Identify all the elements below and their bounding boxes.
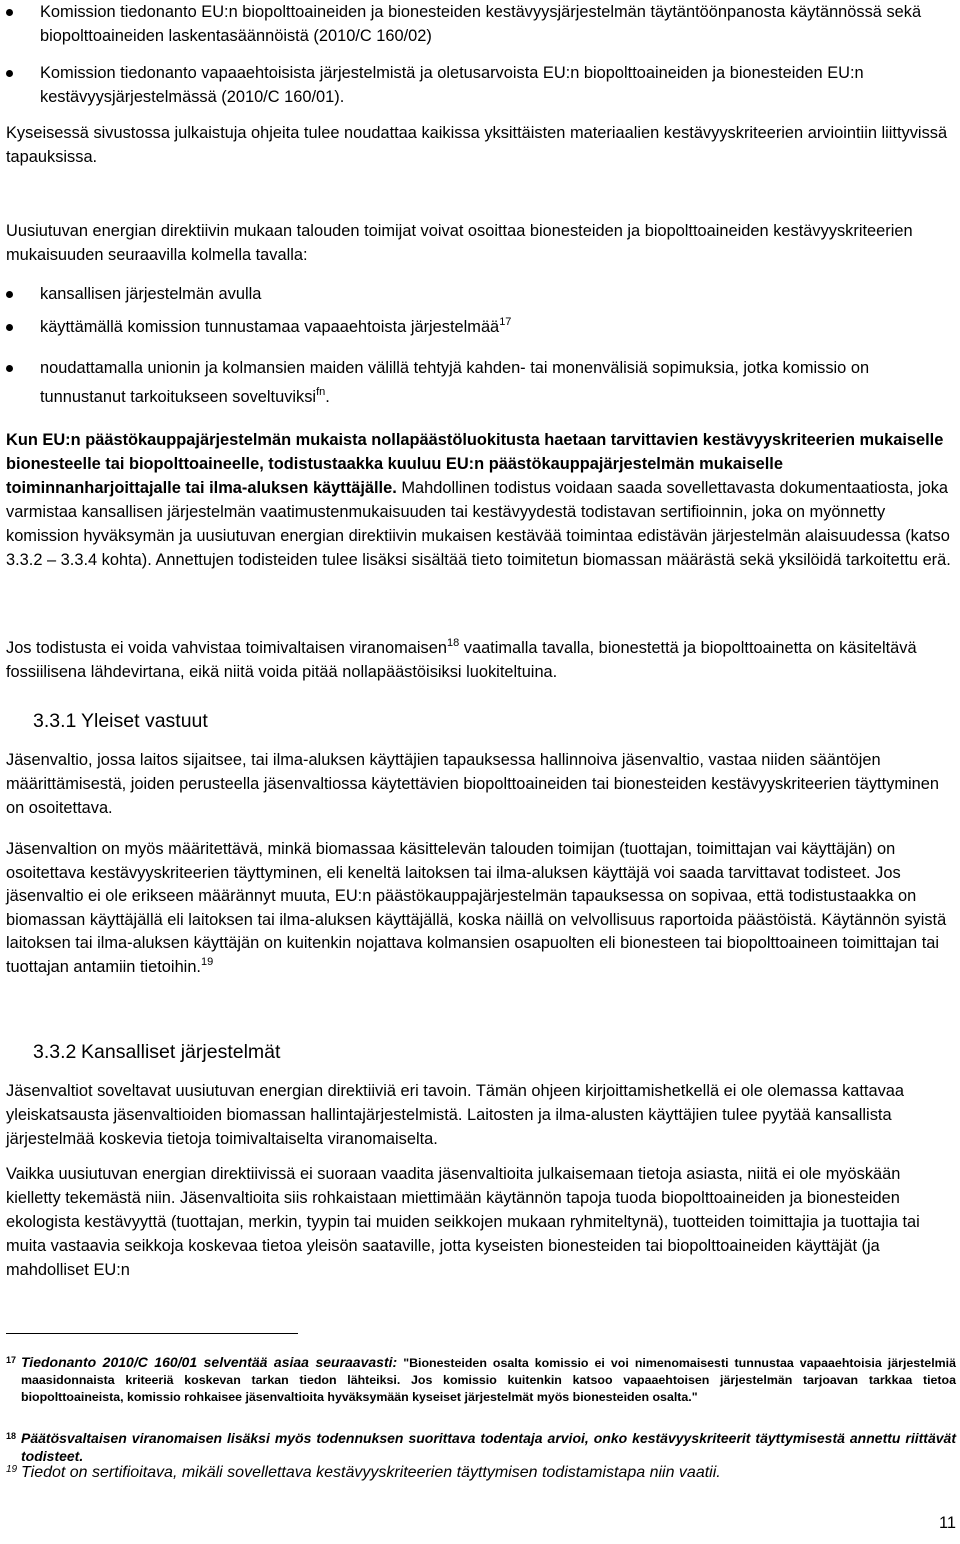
list-item — [6, 0, 956, 48]
footnote-text: "Bionesteiden osalta komissio ei voi nimenomaisesti tunnustaa vapaaehtoisia järjestelmiä maasidonnaista kriteeriä koskevan tarkan tiedon lähteiksi. Jos komissio kuitenkin katsoo vapaaehtoisen järjestelmän tarjoavan tarkkaa tietoa biopolttoaineista, komissio rohkaisee jäsenvaltioita hyväksymään kyseiset järjestelmät myös bionesteiden osalta." — [21, 1356, 956, 1404]
list-item — [6, 315, 956, 339]
section-heading — [33, 708, 208, 734]
paragraph-text: Jos todistusta ei voida vahvistaa toimivaltaisen viranomaisen — [6, 639, 447, 657]
bullet-icon — [6, 70, 13, 77]
paragraph-text: Kyseisessä sivustossa julkaistuja ohjeita tulee noudattaa kaikissa yksittäisten materiaalien kestävyyskriteerien arviointiin liittyvissä tapauksissa. — [6, 124, 948, 166]
footnote-ref[interactable]: fn — [316, 386, 326, 398]
page-number: 11 — [938, 1514, 956, 1532]
footnote-mark: 19 — [6, 1464, 18, 1475]
footnote-ref[interactable]: 19 — [201, 955, 214, 968]
paragraph — [6, 748, 956, 820]
paragraph — [6, 1162, 956, 1282]
paragraph-text: Uusiutuvan energian direktiivin mukaan talouden toimijat voivat osoittaa bionesteiden ja biopolttoaineiden kestävyyskriteerien mukaisuuden seuraavilla kolmella tavalla: — [6, 222, 913, 264]
bold-text: Kun EU:n päästökauppajärjestelmän mukaista nollapäästöluokitusta haetaan tarvittavien kestävyyskriteerien mukaiselle bionesteelle tai biopolttoaineelle, todistustaakka kuuluu EU:n päästökauppajärjestelmän mukaiselle toiminnanharjoittajalle tai ilma-aluksen käyttäjälle. — [6, 431, 944, 497]
footnote — [6, 1430, 956, 1466]
bullet-end: . — [325, 388, 330, 406]
paragraph — [6, 838, 956, 979]
bullet-text: Komission tiedonanto EU:n biopolttoaineiden ja bionesteiden kestävyysjärjestelmän täytäntöönpanosta käytännössä sekä biopolttoaineiden laskentasäännöistä (2010/C 160/02) — [40, 3, 922, 45]
paragraph — [6, 121, 956, 169]
bullet-text: kansallisen järjestelmän avulla — [40, 285, 262, 303]
section-title: Yleiset vastuut — [81, 710, 208, 732]
list-item — [6, 354, 956, 412]
section-title: Kansalliset järjestelmät — [81, 1041, 281, 1063]
list-item — [6, 61, 956, 109]
footnote-mark: 18 — [6, 1431, 17, 1441]
footnote-mark: 17 — [6, 1355, 17, 1365]
bullet-icon — [6, 365, 13, 372]
paragraph-text: Jäsenvaltiot soveltavat uusiutuvan energian direktiiviä eri tavoin. Tämän ohjeen kirjoittamishetkellä ei ole olemassa kattavaa yleiskatsausta jäsenvaltioiden biomassan hallintajärjestelmistä. Laitosten ja ilma-alusten käyttäjien tulee pyytää kansallista järjestelmää koskevia tietoja toimivaltaiselta viranomaiselta. — [6, 1082, 905, 1148]
footnote — [6, 1354, 956, 1406]
footnote-ref[interactable]: 18 — [446, 637, 460, 649]
paragraph-text: Jäsenvaltion on myös määritettävä, minkä biomassaa käsittelevän talouden toimijan (tuottajan, toimittajan vai käyttäjän) on osoitettava kestävyyskriteerien täyttyminen, eli keneltä laitoksen tai ilma-aluksen käyttäjä voi saada tarvittavat todisteet. Jos jäsenvaltio ei ole erikseen määrännyt muuta, EU:n päästökauppajärjestelmän tapauksessa on sopivaa, että todistustaakka on biomassan käyttäjällä eli laitoksen tai ilma-aluksen käyttäjällä, koska näillä on velvollisuus raportoida päästöistä. Käytännön syistä laitoksen tai ilma-aluksen käyttäjän on kuitenkin nojattava kolmansien osapuolten eli bionesteen tai biopolttoaineen toimittajan tai tuottajan antamiin tietoihin. — [6, 840, 947, 976]
paragraph — [6, 219, 956, 267]
paragraph — [6, 1079, 956, 1151]
paragraph — [6, 636, 956, 684]
footnote-lead: Tiedonanto 2010/C 160/01 selventää asiaa seuraavasti: — [21, 1354, 398, 1370]
paragraph-text: Jäsenvaltio, jossa laitos sijaitsee, tai ilma-aluksen käyttäjien tapauksessa hallinnoiva jäsenvaltio, vastaa niiden sääntöjen määrittämisestä, joiden perusteella jäsenvaltiossa käytettävien biopolttoaineiden tai bionesteiden kestävyyskriteerien täyttyminen on osoitettava. — [6, 751, 939, 817]
paragraph-text: Mahdollinen todistus voidaan saada sovellettavasta dokumentaatiosta, joka varmistaa kansallisen järjestelmän vaatimustenmukaisuuden tai kestävyydestä todistavan sertifioinnin, joka on myönnetty komission hyväksymän ja uusiutuvan energian direktiivin mukaisen kestävää toimintaa edistävän järjestelmän alaisuudessa (katso 3.3.2 – 3.3.4 kohta). Annettujen todisteiden tulee lisäksi sisältää tieto toimitetun biomassan määrästä sekä yksilöidä tarkoitettu erä. — [6, 479, 951, 569]
footnote-ref[interactable]: 17 — [499, 316, 512, 328]
bullet-text: käyttämällä komission tunnustamaa vapaaehtoista järjestelmää — [40, 318, 500, 336]
footnote — [6, 1464, 956, 1482]
section-number: 3.3.1 — [33, 710, 77, 732]
list-item — [6, 282, 956, 306]
paragraph-text: Vaikka uusiutuvan energian direktiivissä ei suoraan vaadita jäsenvaltioita julkaisemaan tietoja asiasta, niitä ei ole myöskään kielletty tekemästä niin. Jäsenvaltioita siis rohkaistaan miettimään käytännön tapoja tuoda biopolttoaineiden ja bionesteiden ekologista kestävyyttä (tuottajan, merkin, tyypin tai muiden seikkojen mukaan ryhmiteltynä), tuotteiden toimittajia ja tuottajia tai muita vastaavia seikkoja koskevaa tietoa yleisön saataville, jotta kyseisten bionesteiden tai biopolttoaineiden käyttäjät (ja mahdolliset EU:n — [6, 1165, 920, 1279]
bullet-icon — [6, 291, 13, 298]
bullet-icon — [6, 9, 13, 16]
section-number: 3.3.2 — [33, 1041, 77, 1063]
bullet-icon — [6, 324, 13, 331]
footnote-lead: Päätösvaltaisen viranomaisen lisäksi myös todennuksen suorittava todentaja arvioi, onko kestävyyskriteerit täyttymisestä annettu riittävät todisteet. — [21, 1430, 956, 1464]
bullet-text: noudattamalla unionin ja kolmansien maiden välillä tehtyjä kahden- tai monenvälisiä sopimuksia, jotka komissio on tunnustanut tarkoitukseen soveltuviksi — [40, 359, 870, 406]
footnote-separator — [6, 1333, 298, 1334]
paragraph-text: vaatimalla tavalla, bionestettä ja biopolttoainetta on käsiteltävä fossiilisena lähdevirtana, eikä niitä voida pitää nollapäästöisiksi luokiteltuina. — [6, 639, 917, 681]
section-heading — [33, 1039, 280, 1065]
bullet-text: Komission tiedonanto vapaaehtoisista järjestelmistä ja oletusarvoista EU:n biopolttoaineiden ja bionesteiden EU:n kestävyysjärjestelmässä (2010/C 160/01). — [40, 64, 864, 106]
paragraph — [6, 428, 956, 572]
footnote-lead: Tiedot on sertifioitava, mikäli sovellettava kestävyyskriteerien täyttymisen todistamistapa niin vaatii. — [21, 1464, 721, 1481]
